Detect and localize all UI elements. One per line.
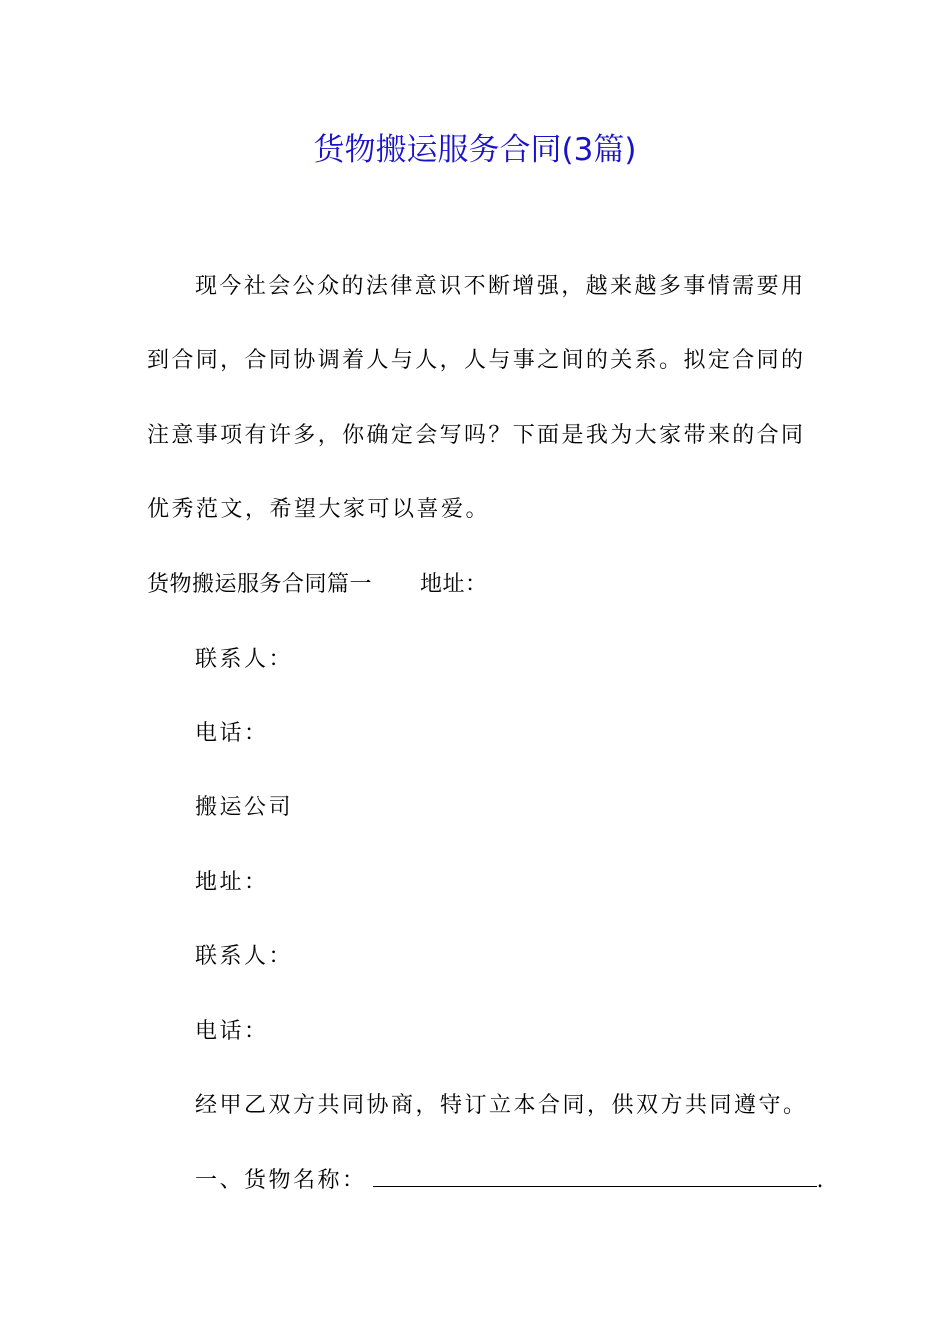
goods-name-blank <box>373 1166 817 1187</box>
party-a-address-label: 地址： <box>420 572 488 597</box>
agreement-text: 经甲乙双方共同协商，特订立本合同，供双方共同遵守。 <box>195 1093 808 1118</box>
clause-one-label: 一、货物名称： <box>195 1168 367 1193</box>
clause-one-end-mark: . <box>816 1168 827 1193</box>
intro-line-1: 现今社会公众的法律意识不断增强，越来越多事情需要用 <box>195 274 803 299</box>
party-a-phone-label: 电话： <box>195 721 269 746</box>
clause-one-row <box>195 1166 826 1196</box>
section-one-heading: 货物搬运服务合同篇一 <box>147 572 373 597</box>
party-b-contact-label: 联系人： <box>195 944 294 969</box>
party-b-phone-label: 电话： <box>195 1019 269 1044</box>
intro-line-4: 优秀范文，希望大家可以喜爱。 <box>147 497 491 522</box>
party-b-address-label: 地址： <box>195 870 269 895</box>
party-a-contact-label: 联系人： <box>195 647 294 672</box>
intro-line-2: 到合同，合同协调着人与人，人与事之间的关系。拟定合同的 <box>147 348 803 373</box>
section-one-row <box>147 570 488 600</box>
page-title: 货物搬运服务合同(3篇) <box>313 132 637 168</box>
party-b-company-label: 搬运公司 <box>195 795 294 820</box>
intro-line-3: 注意事项有许多，你确定会写吗？下面是我为大家带来的合同 <box>147 423 803 448</box>
